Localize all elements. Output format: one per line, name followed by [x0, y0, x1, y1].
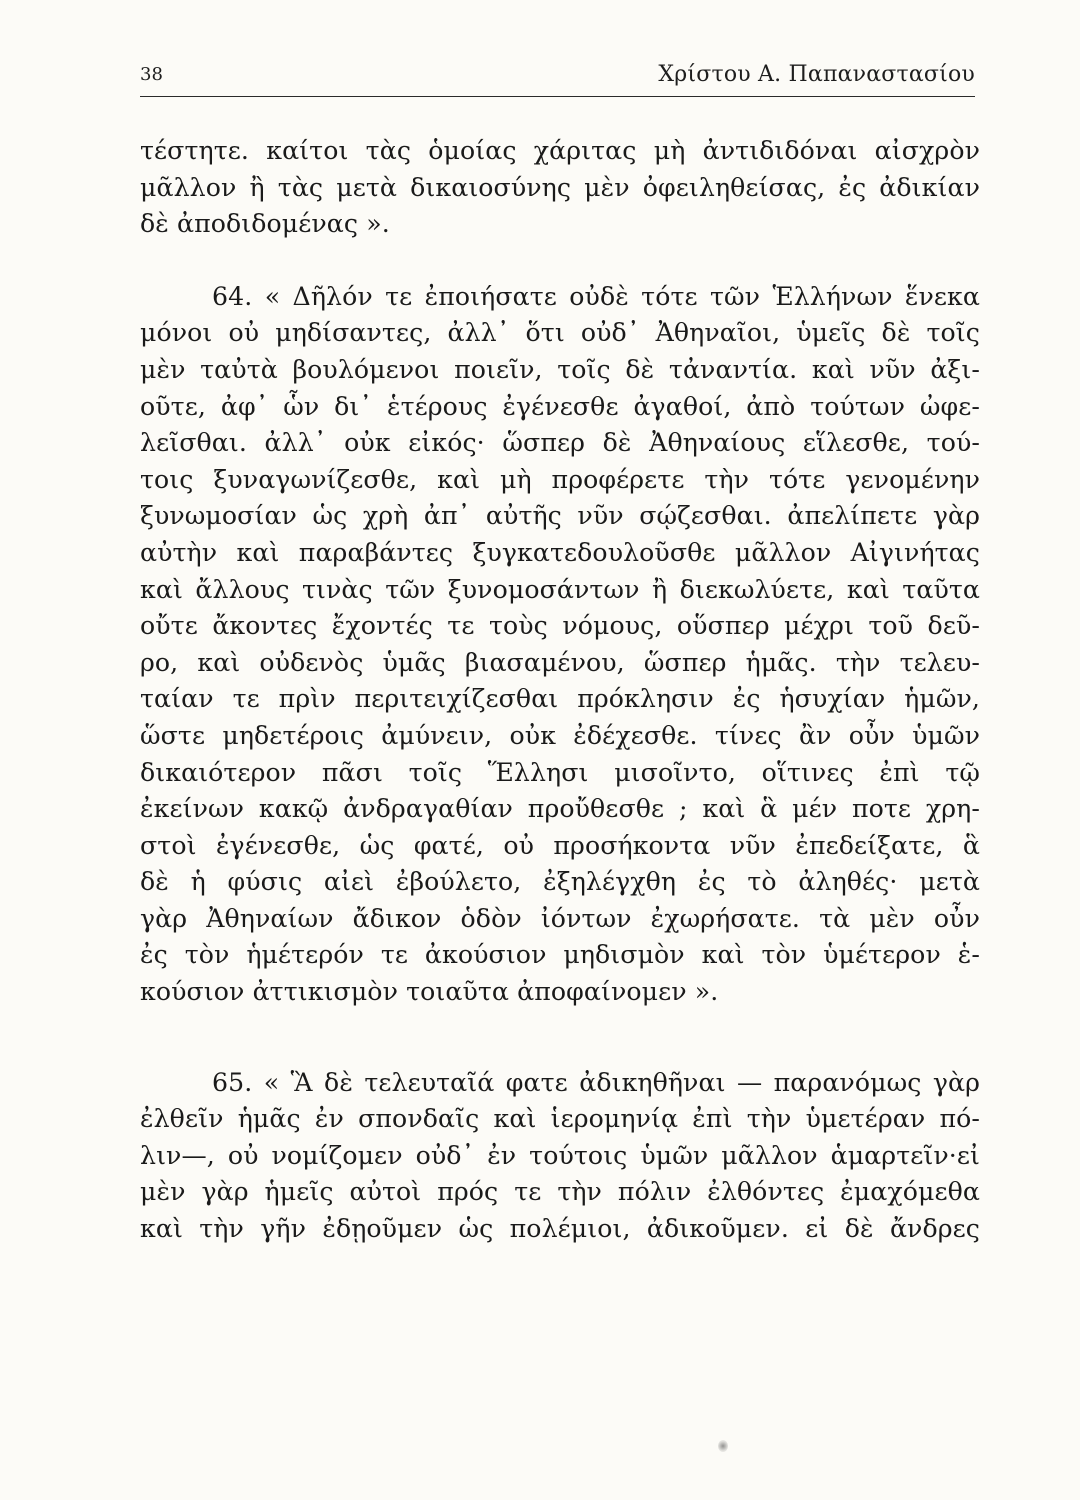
ink-smudge — [718, 1440, 728, 1452]
text-line: ρο, καὶ οὐδενὸς ὑμᾶς βιασαμένου, ὥσπερ ἡμᾶς. τὴν τελευ- — [140, 647, 980, 677]
text-line: ἐς τὸν ἡμέτερόν τε ἀκούσιον μηδισμὸν καὶ τὸν ὑμέτερον ἑ- — [140, 940, 980, 970]
paragraph-64 — [140, 279, 980, 1011]
text-line: καὶ ἄλλους τινὰς τῶν ξυνομοσάντων ἢ διεκωλύετε, καὶ ταῦτα — [140, 574, 980, 604]
text-line: οὔτε ἄκοντες ἔχοντές τε τοὺς νόμους, οὕσπερ μέχρι τοῦ δεῦ- — [140, 611, 980, 641]
text-line: κούσιον ἀττικισμὸν τοιαῦτα ἀποφαίνομεν ». — [140, 977, 719, 1007]
text-line: μᾶλλον ἢ τὰς μετὰ δικαιοσύνης μὲν ὀφειληθείσας, ἐς ἀδικίαν — [140, 172, 980, 202]
text-line: μόνοι οὐ μηδίσαντες, ἀλλ᾽ ὅτι οὐδ᾽ Ἀθηναῖοι, ὑμεῖς δὲ τοῖς — [140, 318, 980, 348]
text-line: καὶ τὴν γῆν ἐδῃοῦμεν ὡς πολέμιοι, ἀδικοῦμεν. εἰ δὲ ἄνδρες — [140, 1214, 980, 1244]
text-line: δικαιότερον πᾶσι τοῖς Ἕλλησι μισοῖντο, οἵτινες ἐπὶ τῷ — [140, 757, 980, 787]
text-line: 64. « Δῆλόν τε ἐποιήσατε οὐδὲ τότε τῶν Ἑλλήνων ἕνεκα — [212, 281, 980, 311]
text-line: τοις ξυναγωνίζεσθε, καὶ μὴ προφέρετε τὴν τότε γενομένην — [140, 464, 980, 494]
text-line: ὥστε μηδετέροις ἀμύνειν, οὐκ ἐδέχεσθε. τίνες ἂν οὖν ὑμῶν — [140, 720, 980, 750]
paragraph-continuation — [140, 133, 980, 243]
text-line: λιν—, οὐ νομίζομεν οὐδ᾽ ἐν τούτοις ὑμῶν μᾶλλον ἁμαρτεῖν·εἰ — [140, 1140, 980, 1170]
text-line: μὲν γὰρ ἡμεῖς αὐτοὶ πρός τε τὴν πόλιν ἐλθόντες ἐμαχόμεθα — [140, 1177, 980, 1207]
text-line: δὲ ἀποδιδομένας ». — [140, 209, 390, 239]
text-line: δὲ ἡ φύσις αἰεὶ ἐβούλετο, ἐξηλέγχθη ἐς τὸ ἀληθές· μετὰ — [140, 867, 980, 897]
text-line: μὲν ταὐτὰ βουλόμενοι ποιεῖν, τοῖς δὲ τἀναντία. καὶ νῦν ἀξι- — [140, 354, 980, 384]
page-number: 38 — [140, 64, 163, 85]
text-line: ἐκείνων κακῷ ἀνδραγαθίαν προὔθεσθε ; καὶ ἃ μέν ποτε χρη- — [140, 794, 980, 824]
text-line: ξυνωμοσίαν ὡς χρὴ ἀπ᾽ αὐτῆς νῦν σῴζεσθαι. ἀπελίπετε γὰρ — [140, 501, 980, 531]
text-line: στοὶ ἐγένεσθε, ὡς φατέ, οὐ προσήκοντα νῦν ἐπεδείξατε, ἃ — [140, 830, 980, 860]
text-line: ταίαν τε πρὶν περιτειχίζεσθαι πρόκλησιν ἐς ἡσυχίαν ἡμῶν, — [140, 684, 980, 714]
text-line: αὐτὴν καὶ παραβάντες ξυγκατεδουλοῦσθε μᾶλλον Αἰγινήτας — [140, 537, 980, 567]
body-text — [140, 133, 980, 1248]
text-line: 65. « Ἃ δὲ τελευταῖά φατε ἀδικηθῆναι — παρανόμως γὰρ — [212, 1067, 980, 1097]
text-line: λεῖσθαι. ἀλλ᾽ οὐκ εἰκός· ὥσπερ δὲ Ἀθηναίους εἵλεσθε, τού- — [140, 428, 980, 458]
paragraph-65 — [140, 1065, 980, 1248]
text-line: γὰρ Ἀθηναίων ἄδικον ὁδὸν ἰόντων ἐχωρήσατε. τὰ μὲν οὖν — [140, 903, 980, 933]
text-line: τέστητε. καίτοι τὰς ὁμοίας χάριτας μὴ ἀντιδιδόναι αἰσχρὸν — [140, 136, 980, 165]
page-header — [140, 62, 975, 97]
text-line: ἐλθεῖν ἡμᾶς ἐν σπονδαῖς καὶ ἱερομηνίᾳ ἐπὶ τὴν ὑμετέραν πό- — [140, 1104, 980, 1134]
text-line: οῦτε, ἀφ᾽ ὧν δι᾽ ἑτέρους ἐγένεσθε ἀγαθοί, ἀπὸ τούτων ὠφε- — [140, 391, 980, 421]
running-head-author: Χρίστου Α. Παπαναστασίου — [658, 62, 975, 87]
